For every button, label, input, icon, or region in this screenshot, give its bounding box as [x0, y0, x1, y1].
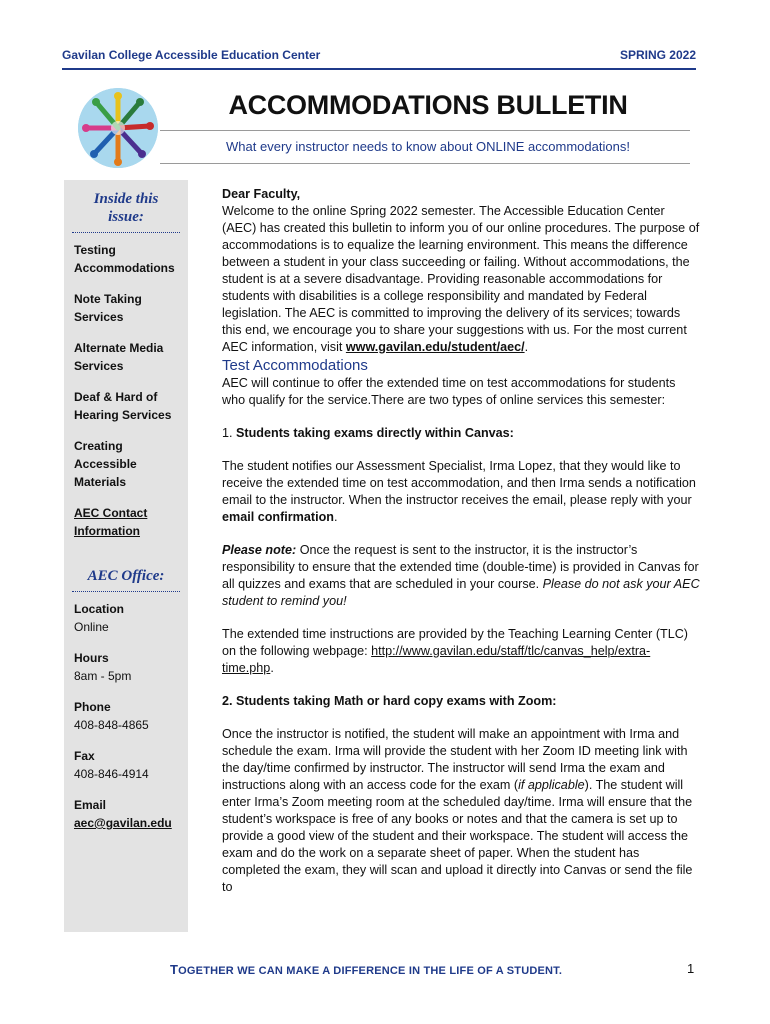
sidebar-item-aec-contact-link[interactable]: AEC Contact Information — [74, 506, 148, 538]
please-note-paragraph: Please note: Once the request is sent to the instructor, it is the instructor’s responsibility to ensure that the extended time (double-time) is provided in Canvas for all quizzes and exams that are scheduled in your course. Please do not ask your AEC student to remind you! — [222, 543, 700, 608]
phone-value: 408-848-4865 — [74, 718, 149, 732]
email-label: Email — [74, 798, 107, 812]
location-label: Location — [74, 602, 124, 616]
fax-value: 408-846-4914 — [74, 767, 149, 781]
divider — [72, 591, 180, 592]
org-name: Gavilan College Accessible Education Center — [62, 48, 321, 62]
aec-website-link[interactable]: www.gavilan.edu/student/aec/ — [345, 340, 525, 354]
title-rule-top — [160, 130, 690, 131]
sidebar-item-testing: Testing Accommodations — [74, 243, 175, 275]
running-header — [62, 44, 696, 70]
bulletin-title: ACCOMMODATIONS BULLETIN — [228, 90, 628, 120]
item2-heading: 2. Students taking Math or hard copy exams with Zoom: — [222, 694, 557, 708]
location-value: Online — [74, 620, 109, 634]
page-number: 1 — [687, 961, 695, 976]
sidebar-item-alternate-media: Alternate Media Services — [74, 341, 164, 373]
bulletin-subtitle: What every instructor needs to know about ONLINE accommodations! — [226, 139, 630, 154]
main-content — [222, 186, 700, 896]
item1-heading: 1. Students taking exams directly within Canvas: — [222, 426, 514, 440]
sidebar-item-note-taking: Note Taking Services — [74, 292, 142, 324]
fax-label: Fax — [74, 749, 95, 763]
footer-tagline: TOGETHER WE CAN MAKE A DIFFERENCE IN THE LIFE OF A STUDENT. — [170, 962, 563, 977]
greeting: Dear Faculty, — [222, 187, 301, 201]
title-rule-bottom — [160, 163, 690, 164]
item2-paragraph: Once the instructor is notified, the student will make an appointment with Irma and schedule the exam. Irma will provide the student with her Zoom ID meeting link with the day/time confirmed by instructor. The instructor will send Irma the exam and instructions along with an access code for the exam (if applicable). The student will enter Irma’s Zoom meeting room at the scheduled day/time. Irma will ensure that the student’s workspace is free of any books or notes and that the camera is set up to provide a good view of the student and their workspace. The student will access the exam and do the work on a separate sheet of paper. When the student has completed the exam, they will scan and upload it directly into Canvas or send the file to — [222, 727, 693, 894]
section-title-test-accommodations: Test Accommodations — [222, 357, 368, 374]
aec-office-heading: AEC Office: — [87, 568, 165, 584]
tlc-link[interactable]: http://www.gavilan.edu/staff/tlc/canvas_help/extra-time.php — [222, 644, 651, 675]
inside-issue-heading: Inside this issue: — [93, 191, 159, 225]
sidebar-item-accessible-materials: Creating Accessible Materials — [74, 439, 137, 489]
sidebar-item-deaf-hard-of-hearing: Deaf & Hard of Hearing Services — [74, 390, 172, 422]
tlc-paragraph: The extended time instructions are provided by the Teaching Learning Center (TLC) on the following webpage: http://www.gavilan.edu/staff/tlc/canvas_help/extra-time.php. — [222, 627, 688, 675]
term-label: SPRING 2022 — [619, 48, 696, 62]
hours-label: Hours — [74, 651, 109, 665]
section-intro: AEC will continue to offer the extended time on test accommodations for students who qualify for the service.There are two types of online services this semester: — [222, 376, 676, 407]
hours-value: 8am - 5pm — [74, 669, 132, 683]
intro-paragraph: Welcome to the online Spring 2022 semester. The Accessible Education Center (AEC) has created this bulletin to inform you of our online procedures. The purpose of accommodations is to equalize the learning environment. This means the difference between a student in your class succeeding or failing. Without accommodations, the student is at a severe disadvantage. Providing reasonable accommodations for students with disabilities is a college responsibility and mandated by Federal legislation. The AEC is committed to improving the delivery of its services; towards this end, we encourage you to share your suggestions with us. For the most current AEC information, visit www.gavilan.edu/student/aec/. — [222, 204, 700, 354]
item1-paragraph: The student notifies our Assessment Specialist, Irma Lopez, that they would like to receive the extended time on test accommodation, and then Irma sends a notification email to the instructor. When the instructor receives the email, please reply with your email confirmation. — [222, 459, 696, 524]
phone-label: Phone — [74, 700, 111, 714]
email-link[interactable]: aec@gavilan.edu — [74, 816, 172, 830]
divider — [72, 232, 180, 233]
sidebar — [64, 180, 188, 932]
aec-logo-icon — [78, 88, 158, 168]
